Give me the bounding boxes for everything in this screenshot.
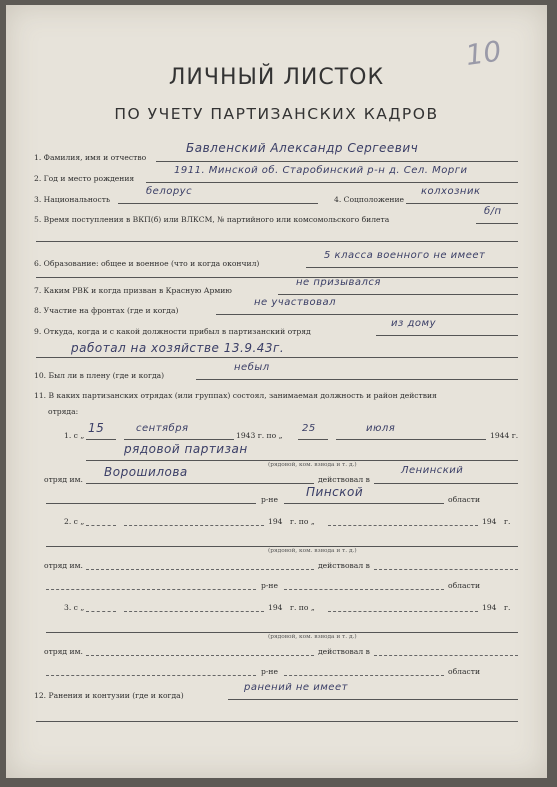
entry-3-num: 3. с „ [64, 603, 85, 612]
entry-3-mid: г. по „ [290, 603, 315, 612]
entry-2-to-line [328, 525, 478, 526]
field-5-line-2 [36, 241, 518, 242]
form-subtitle: ПО УЧЕТУ ПАРТИЗАНСКИХ КАДРОВ [114, 105, 439, 123]
entry-3-district-line [46, 675, 256, 676]
entry-1-position: рядовой партизан [124, 442, 248, 456]
field-4-label: 4. Соцположение [334, 195, 405, 204]
entry-1-from-day-line [86, 439, 116, 440]
field-2-label: 2. Год и место рождения [34, 174, 135, 183]
entry-3-region-label: р-не [261, 667, 278, 676]
field-1-label: 1. Фамилия, имя и отчество [34, 153, 147, 162]
entry-1-from-year: 1943 г. по „ [236, 431, 283, 440]
field-9-line [376, 335, 518, 336]
entry-3-oblast-label: области [448, 667, 481, 676]
entry-1-region-label: р-не [261, 495, 278, 504]
field-12-line [228, 699, 518, 700]
entry-1-to-month: июля [366, 423, 396, 434]
field-5-line [476, 223, 518, 224]
field-12-label: 12. Ранения и контузии (где и когда) [34, 691, 184, 700]
field-4-line [406, 203, 518, 204]
field-12-value: ранений не имеет [244, 682, 348, 693]
entry-1-from-day: 15 [88, 421, 105, 435]
entry-1-position-line [86, 460, 518, 461]
entry-2-acted-label: действовал в [318, 561, 370, 570]
entry-3-position-hint: (рядовой, ком. взвода и т. д.) [268, 634, 357, 640]
field-11-label: 11. В каких партизанских отрядах (или группах) состоял, занимаемая должность и район действия [34, 391, 437, 400]
field-7-label: 7. Каким РВК и когда призван в Красную Армию [34, 286, 232, 295]
field-8-line [216, 314, 518, 315]
entry-3-acted-label: действовал в [318, 647, 370, 656]
entry-1-district-line [46, 503, 256, 504]
field-5-value: б/п [484, 206, 502, 217]
field-9-line-2 [36, 357, 518, 358]
field-8-label: 8. Участие на фронтах (где и когда) [34, 306, 179, 315]
entry-2-from-month-line [124, 525, 264, 526]
entry-2-g: г. [504, 517, 511, 526]
entry-1-to-day: 25 [302, 423, 316, 434]
field-6-line-2 [36, 277, 518, 278]
corner-mark: 10 [463, 34, 504, 73]
entry-2-region-label: р-не [261, 581, 278, 590]
field-6-line [306, 267, 518, 268]
field-11-label-2: отряда: [48, 407, 79, 416]
entry-1-region-value: Пинской [306, 485, 364, 499]
entry-3-g: г. [504, 603, 511, 612]
entry-2-position-hint: (рядовой, ком. взвода и т. д.) [268, 548, 357, 554]
field-4-value: колхозник [421, 186, 481, 197]
entry-3-unit-line [86, 655, 314, 656]
field-9-value-1: из дому [391, 318, 436, 329]
entry-1-unit-line [86, 483, 314, 484]
entry-2-num: 2. с „ [64, 517, 85, 526]
entry-1-to-month-line [336, 439, 486, 440]
field-7-line [278, 294, 518, 295]
entry-2-position-line [46, 546, 518, 547]
field-10-label: 10. Был ли в плену (где и когда) [34, 371, 165, 380]
entry-3-year2: 194 [482, 603, 497, 612]
entry-2-oblast-label: области [448, 581, 481, 590]
entry-2-from-day-line [86, 525, 116, 526]
entry-2-unit-line [86, 569, 314, 570]
entry-3-acted-line [374, 655, 518, 656]
entry-3-from-day-line [86, 611, 116, 612]
entry-2-mid: г. по „ [290, 517, 315, 526]
field-2-value: 1911. Минской об. Старобинский р-н д. Сел. Морги [174, 165, 468, 176]
entry-1-from-month: сентября [136, 423, 189, 434]
entry-2-year1: 194 [268, 517, 283, 526]
entry-3-unit-label: отряд им. [44, 647, 83, 656]
field-6-label: 6. Образование: общее и военное (что и когда окончил) [34, 259, 260, 268]
field-9-label: 9. Откуда, когда и с какой должности прибыл в партизанский отряд [34, 327, 311, 336]
entry-2-unit-label: отряд им. [44, 561, 83, 570]
entry-3-to-line [328, 611, 478, 612]
form-title: ЛИЧНЫЙ ЛИСТОК [168, 65, 385, 90]
entry-1-region-line [284, 503, 444, 504]
entry-3-from-month-line [124, 611, 264, 612]
field-10-value: небыл [234, 362, 270, 373]
field-3-value: белорус [146, 186, 193, 197]
entry-1-oblast-label: области [448, 495, 481, 504]
entry-1-acted-line [374, 483, 518, 484]
field-1-line [156, 161, 518, 162]
field-10-line [196, 379, 518, 380]
entry-1-unit-value: Ворошилова [104, 465, 188, 479]
field-12-line-2 [36, 721, 518, 722]
entry-1-unit-label: отряд им. [44, 475, 83, 484]
entry-3-position-line [46, 632, 518, 633]
field-9-value-2: работал на хозяйстве 13.9.43г. [71, 341, 285, 355]
entry-1-to-year: 1944 г. [490, 431, 519, 440]
field-5-label: 5. Время поступления в ВКП(б) или ВЛКСМ, № партийного или комсомольского билета [34, 215, 390, 224]
field-3-line [118, 203, 318, 204]
field-1-value: Бавленский Александр Сергеевич [186, 141, 419, 155]
field-3-label: 3. Национальность [34, 195, 111, 204]
field-7-value: не призывался [296, 277, 381, 288]
entry-1-to-day-line [298, 439, 328, 440]
field-8-value: не участвовал [254, 297, 337, 308]
entry-1-acted-value: Ленинский [401, 465, 464, 476]
entry-3-year1: 194 [268, 603, 283, 612]
entry-2-district-line [46, 589, 256, 590]
form-sheet [6, 5, 547, 778]
entry-2-region-line [284, 589, 444, 590]
entry-1-position-hint: (рядовой, ком. взвода и т. д.) [268, 462, 357, 468]
entry-1-acted-label: действовал в [318, 475, 370, 484]
entry-1-from-month-line [124, 439, 234, 440]
entry-2-acted-line [374, 569, 518, 570]
entry-1-num: 1. с „ [64, 431, 85, 440]
entry-3-region-line [284, 675, 444, 676]
entry-2-year2: 194 [482, 517, 497, 526]
field-6-value: 5 класса военного не имеет [324, 250, 486, 261]
field-2-line [146, 182, 518, 183]
